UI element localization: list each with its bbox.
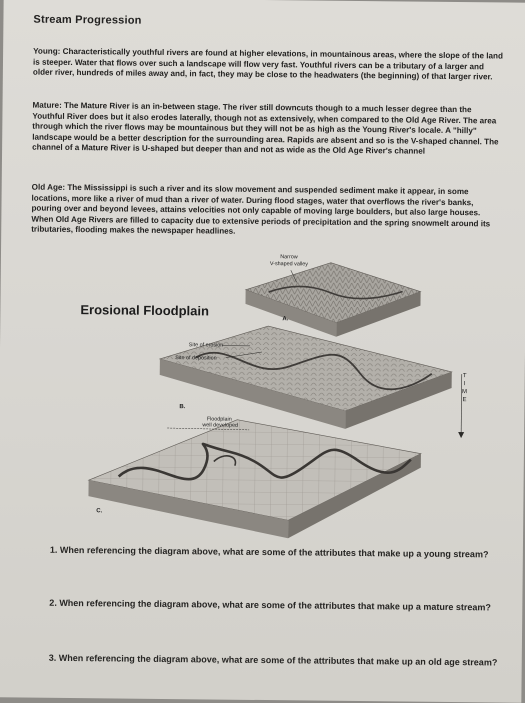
document-title: Stream Progression xyxy=(33,14,141,27)
mature-text: : The Mature River is an in-between stage. The river still downcuts though to a much lesser degree than the Youthful River does but it also erodes laterally, though not as extensively, when compared to the Old Age River. The area through which the river flows may be mountainous but they will not be as high as the Young River's locale. A "hilly" landscape would be a better description for the surrounding area. Rapids are absent and so is the V-shaped channel. The channel of a Mature River is U-shaped but deeper than and not as wide as the Old Age River's channel xyxy=(32,101,499,156)
letter-a: A. xyxy=(282,316,288,322)
time-label: T I M E xyxy=(462,373,467,403)
time-axis-label xyxy=(457,372,472,432)
letter-c: C. xyxy=(96,508,102,514)
block-young-stream xyxy=(245,262,421,338)
old-age-term: Old Age xyxy=(32,183,63,192)
question-1: 1. When referencing the diagram above, what are some of the attributes that make up a young stream? xyxy=(50,544,500,561)
young-term: Young xyxy=(33,47,58,56)
letter-b: B. xyxy=(179,404,185,410)
label-site-of-deposition: Site of deposition xyxy=(168,355,224,362)
figure-title: Erosional Floodplain xyxy=(80,302,209,318)
question-3: 3. When referencing the diagram above, what are some of the attributes that make up an old age stream? xyxy=(49,652,499,669)
label-well-developed: well developed xyxy=(195,422,245,429)
block-mature-stream xyxy=(159,325,452,430)
block-old-age-stream xyxy=(88,418,421,539)
label-v-shaped-valley: V-shaped valley xyxy=(259,261,319,268)
label-narrow: Narrow xyxy=(269,254,309,260)
label-site-of-erosion: Site of erosion xyxy=(186,342,226,348)
mature-term: Mature xyxy=(33,101,60,110)
old-age-text: : The Mississippi is such a river and its slow movement and suspended sediment make it appear, in some locations, more like a river of mud than a river of water. During flood stages, water that overflows the river's banks, pouring over and beyond levees, attains velocities not only capable of moving large boulders, but also large houses. When Old Age Rivers are filled to capacity due to extensive periods of precipitation and the spring snowmelt around its tributaries, flooding makes the newspaper headlines. xyxy=(31,183,490,236)
question-2: 2. When referencing the diagram above, what are some of the attributes that make up a mature stream? xyxy=(49,597,499,614)
label-floodplain: Floodplain xyxy=(199,416,239,422)
young-text: : Characteristically youthful rivers are found at higher elevations, in mountainous areas, where the slope of the land is steeper. Water that flows over such a landscape will flow very fast. Youthful rivers can be a tributary of a larger and older river, hundreds of miles away and, in fact, they may be close to the headwaters (the beginning) of that larger river. xyxy=(33,47,503,82)
